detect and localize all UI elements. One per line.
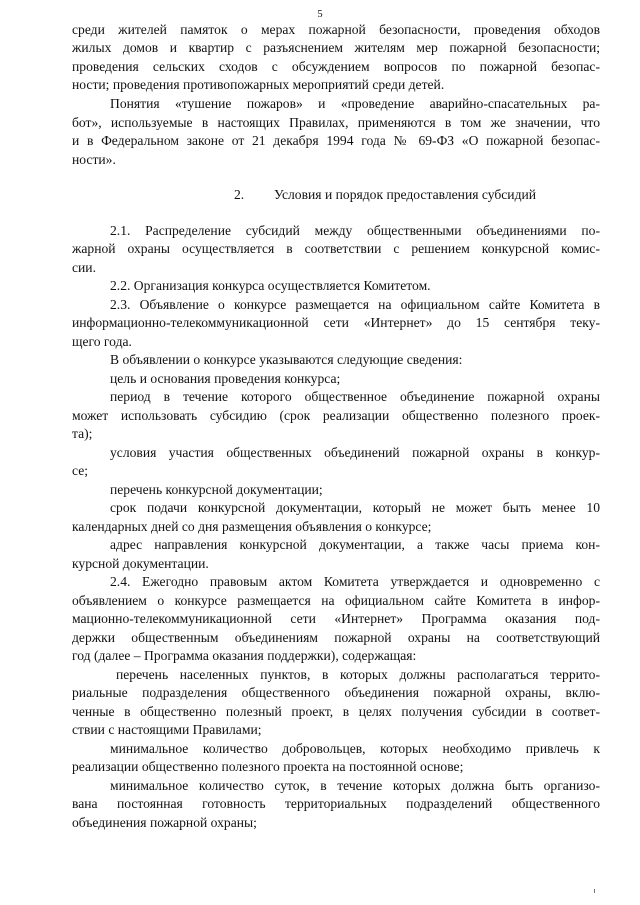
text-line: ченные в общественно полезный проект, в целях получения субсидии в соответ-: [72, 704, 600, 719]
text-line: минимальное количество суток, в течение которых должна быть организо-: [110, 778, 600, 793]
text-line: проведения сельских сходов с обсуждением вопросов по пожарной безопас-: [72, 59, 600, 74]
text-line: и в Федеральном законе от 21 декабря 1994 года № 69-ФЗ «О пожарной безопас-: [72, 133, 600, 148]
text-line: календарных дней со дня размещения объявления о конкурсе;: [72, 519, 432, 534]
text-line: вана постоянная готовность территориальных подразделений общественного: [72, 796, 600, 811]
text-line: перечень населенных пунктов, в которых должны располагаться террито-: [116, 667, 600, 682]
text-line: жилых домов и квартир с разъяснением жителям мер пожарной безопасности;: [72, 40, 600, 55]
text-line: адрес направления конкурсной документации, а также часы приема кон-: [110, 537, 600, 552]
text-line: риальные подразделения общественного объединения пожарной охраны, вклю-: [72, 685, 600, 700]
text-line: В объявлении о конкурсе указываются следующие сведения:: [110, 352, 463, 367]
text-line: может использовать субсидию (срок реализации общественно полезного проек-: [72, 408, 600, 423]
text-line: среди жителей памяток о мерах пожарной безопасности, проведения обходов: [72, 22, 600, 37]
text-line: минимальное количество добровольцев, которых необходимо привлечь к: [110, 741, 600, 756]
text-line: цель и основания проведения конкурса;: [110, 371, 341, 386]
section-number: 2.: [234, 187, 245, 202]
text-line: год (далее – Программа оказания поддержки), содержащая:: [72, 648, 417, 663]
text-line: объединения пожарной охраны;: [72, 815, 257, 830]
text-line: 2.3. Объявление о конкурсе размещается на официальном сайте Комитета в: [110, 297, 600, 312]
text-line: реализации общественно полезного проекта на постоянной основе;: [72, 759, 464, 774]
text-line: мационно-телекоммуникационной сети «Интернет» Программа оказания под-: [72, 611, 600, 626]
text-line: ствии с настоящими Правилами;: [72, 722, 262, 737]
text-line: бот», используемые в настоящих Правилах, применяются в том же значении, что: [72, 115, 600, 130]
text-line: Понятия «тушение пожаров» и «проведение аварийно-спасательных ра-: [110, 96, 600, 111]
text-line: 2.1. Распределение субсидий между общественными объединениями по-: [110, 223, 600, 238]
text-line: перечень конкурсной документации;: [110, 482, 323, 497]
text-line: щего года.: [72, 334, 132, 349]
text-line: курсной документации.: [72, 556, 209, 571]
section-heading: [234, 186, 536, 205]
text-line: ности».: [72, 152, 116, 167]
text-line: информационно-телекоммуникационной сети «Интернет» до 15 сентября теку-: [72, 315, 600, 330]
text-line: се;: [72, 463, 89, 478]
section-title: Условия и порядок предоставления субсидий: [274, 187, 537, 202]
text-line: ности; проведения противопожарных мероприятий среди детей.: [72, 77, 445, 92]
scan-mark: [594, 889, 595, 893]
text-line: объявлением о конкурсе размещается на официальном сайте Комитета в инфор-: [72, 593, 600, 608]
text-line: та);: [72, 426, 93, 441]
page-number: 5: [317, 9, 323, 20]
text-line: период в течение которого общественное объединение пожарной охраны: [110, 389, 600, 404]
text-line: сии.: [72, 260, 96, 275]
text-line: условия участия общественных объединений пожарной охраны в конкур-: [110, 445, 600, 460]
text-line: 2.2. Организация конкурса осуществляется Комитетом.: [110, 278, 431, 293]
text-line: 2.4. Ежегодно правовым актом Комитета утверждается и одновременно с: [110, 574, 600, 589]
text-line: жарной охраны осуществляется в соответствии с решением конкурсной комис-: [72, 241, 600, 256]
text-line: держки общественным объединениям пожарной охраны на соответствующий: [72, 630, 600, 645]
text-line: срок подачи конкурсной документации, который не может быть менее 10: [110, 500, 600, 515]
